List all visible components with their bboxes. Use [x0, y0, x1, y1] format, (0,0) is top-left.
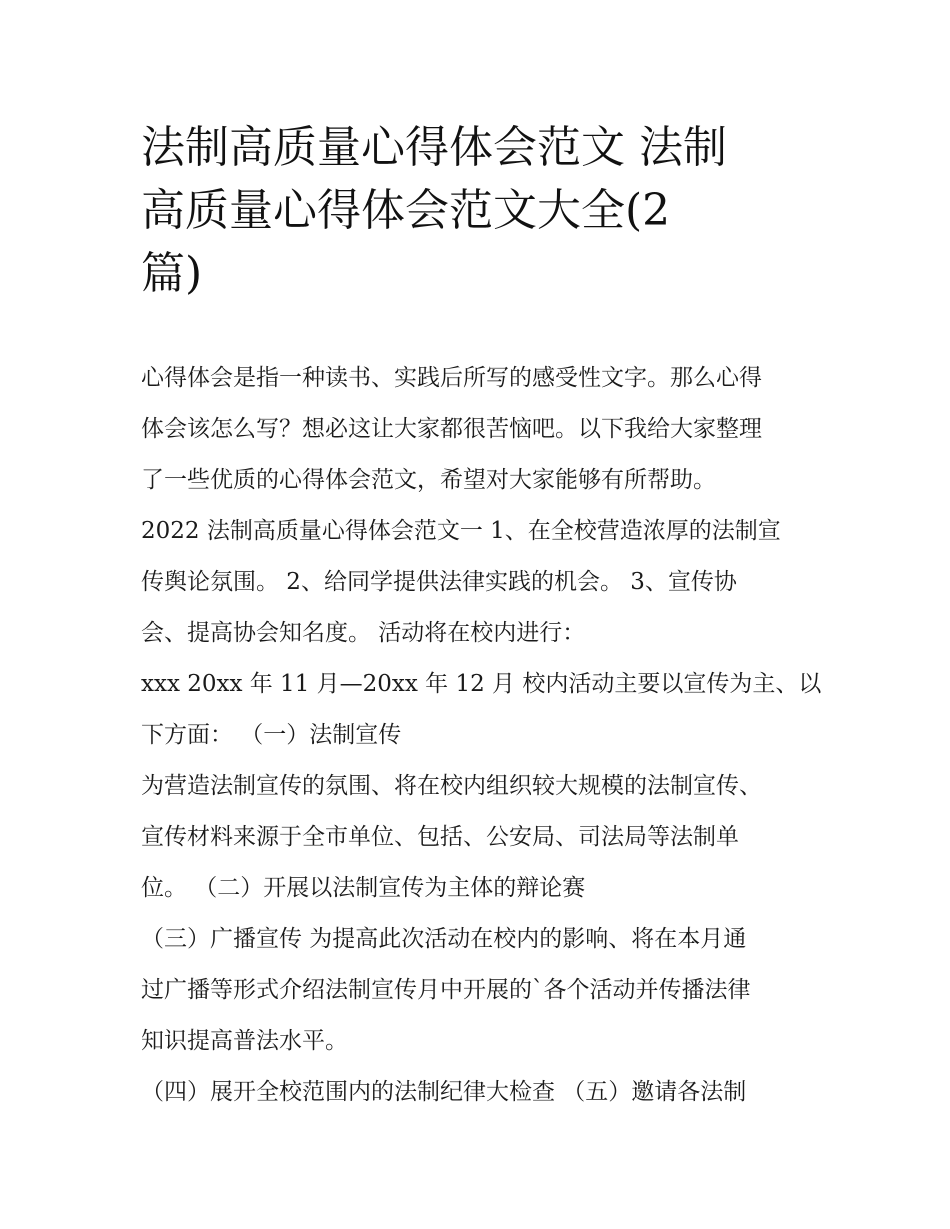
body-line-13: 过广播等形式介绍法制宣传月中开展的`各个活动并传播法律: [141, 977, 751, 1003]
body-line-10: 宣传材料来源于全市单位、包括、公安局、司法局等法制单: [141, 824, 739, 850]
body-line-6: 会、提高协会知名度。 活动将在校内进行：: [141, 620, 586, 646]
body-line-7: xxx 20xx 年 11 月—20xx 年 12 月 校内活动主要以宣传为主、以: [141, 671, 822, 697]
document-title: [141, 116, 821, 305]
body-line-14: 知识提高普法水平。: [141, 1028, 348, 1054]
body-line-8: 下方面： （一）法制宣传: [141, 722, 402, 748]
body-line-9: 为营造法制宣传的氛围、将在校内组织较大规模的法制宣传、: [141, 773, 762, 799]
body-line-5: 传舆论氛围。 2、给同学提供法律实践的机会。 3、宣传协: [141, 569, 737, 595]
title-line-3: 篇): [141, 248, 203, 299]
body-line-2: 体会该怎么写？想必这让大家都很苦恼吧。以下我给大家整理: [141, 416, 762, 442]
body-line-3: 了一些优质的心得体会范文，希望对大家能够有所帮助。: [141, 467, 716, 493]
body-line-15: （四）展开全校范围内的法制纪律大检查 （五）邀请各法制: [141, 1079, 747, 1105]
body-line-4: 2022 法制高质量心得体会范文一 1、在全校营造浓厚的法制宣: [141, 518, 781, 544]
title-line-2: 高质量心得体会范文大全(2: [141, 185, 671, 236]
body-line-1: 心得体会是指一种读书、实践后所写的感受性文字。那么心得: [141, 365, 762, 391]
body-line-11: 位。 （二）开展以法制宣传为主体的辩论赛: [141, 875, 586, 901]
title-line-1: 法制高质量心得体会范文 法制: [141, 122, 727, 173]
body-line-12: （三）广播宣传 为提高此次活动在校内的影响、将在本月通: [141, 926, 747, 952]
